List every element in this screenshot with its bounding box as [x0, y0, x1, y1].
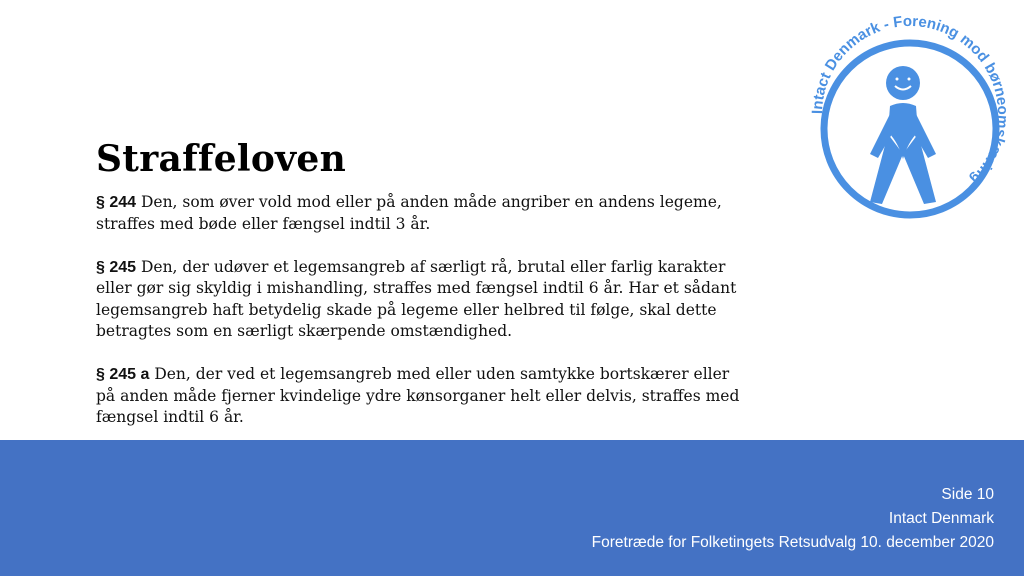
logo-ring-text: Intact Denmark - Forening mod børneomskæring	[808, 14, 1012, 188]
paragraph-line: Den, der ved et legemsangreb med eller uden samtykke bortskærer eller	[149, 365, 730, 383]
paragraph-line: på anden måde fjerner kvindelige ydre kønsorganer helt eller delvis, straffes med	[96, 386, 740, 405]
paragraph-line: Den, der udøver et legemsangreb af særligt rå, brutal eller farlig karakter	[136, 257, 726, 276]
footer-band	[0, 440, 1024, 576]
paragraph-line: betragtes som en særligt skærpende omstændighed.	[96, 322, 513, 340]
paragraph-245a	[96, 364, 816, 429]
footer-organization: Intact Denmark	[888, 510, 994, 527]
paragraph-line: fængsel indtil 6 år.	[96, 408, 244, 426]
section-number: § 245	[96, 258, 137, 276]
paragraph-245	[96, 257, 816, 343]
footer-event: Foretræde for Folketingets Retsudvalg 10. december 2020	[591, 534, 994, 551]
law-text	[96, 192, 816, 450]
intact-denmark-logo	[800, 14, 1020, 254]
paragraph-line: Den, som øver vold mod eller på anden måde angriber en andens legeme,	[136, 193, 722, 211]
paragraph-line: straffes med bøde eller fængsel indtil 3 år.	[96, 214, 431, 233]
section-number: § 245 a	[96, 366, 150, 383]
figure-icon	[870, 66, 936, 204]
slide-title: Straffeloven	[96, 138, 347, 180]
footer-page-number: Side 10	[941, 486, 994, 503]
paragraph-line: eller gør sig skyldig i mishandling, straffes med fængsel indtil 6 år. Har et sådant	[96, 279, 737, 297]
section-number: § 244	[96, 194, 137, 211]
paragraph-244	[96, 192, 816, 235]
paragraph-line: legemsangreb haft betydelig skade på legeme eller helbred til følge, skal dette	[96, 300, 717, 319]
